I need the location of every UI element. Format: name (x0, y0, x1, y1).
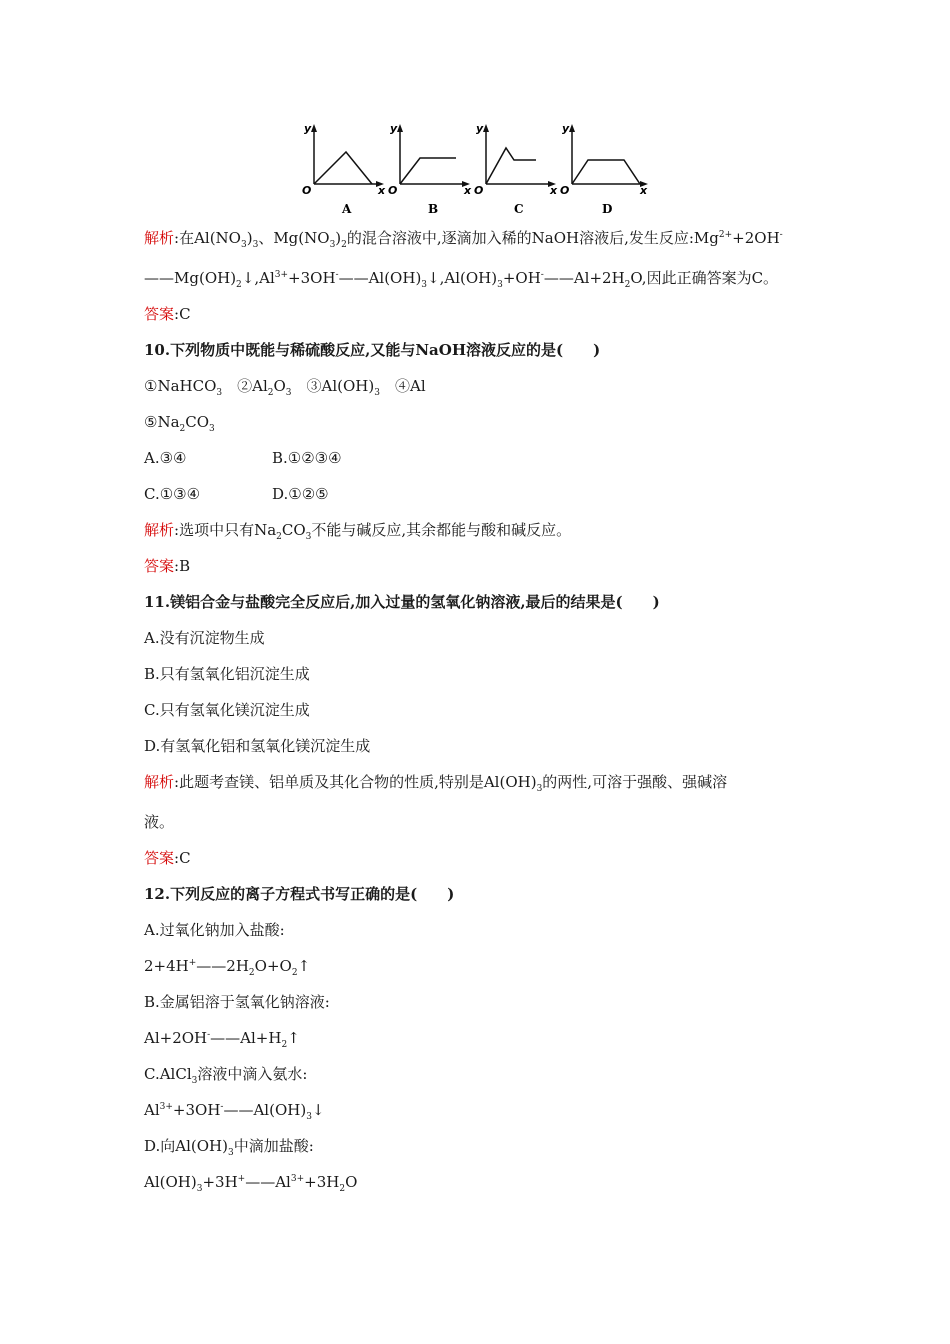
graph-d-x-label: x (640, 184, 648, 197)
q9-answer: 答案:C (144, 305, 191, 323)
graph-d-origin: O (560, 184, 570, 197)
q10-answer: 答案:B (144, 557, 191, 575)
q12-equation-a: $2+4H^+——2H_2O+O_2↑$ (144, 957, 311, 978)
q12-equation-d: $Al(OH)_3+3H^+——Al^{3+}+3H_2O$ (144, 1173, 358, 1194)
q11-option-a: A.没有沉淀物生成 (144, 629, 265, 647)
graph-a-y-label: y (304, 122, 312, 135)
graph-d-y-label: y (562, 122, 570, 135)
q9-analysis-line1: 解析:在$Al(NO_3)_3$、$Mg(NO_3)_2$的混合溶液中,逐滴加入稀的NaOH溶液后,发生反应$:Mg^{2+}+2OH^-$ (144, 229, 783, 250)
graph-c-caption: C (514, 202, 524, 216)
q10-options-row1 (144, 448, 830, 468)
q11-analysis-line1: 解析:此题考查镁、铝单质及其化合物的性质,特别是$Al(OH)_3$的两性,可溶于强酸、强碱溶 (144, 773, 728, 794)
q9-analysis-label: 解析 (144, 229, 175, 247)
q10-analysis-label: 解析 (144, 521, 175, 539)
q12-option-a: A.过氧化钠加入盐酸: (144, 921, 285, 939)
graph-a (302, 122, 386, 216)
q11-stem: 11.镁铝合金与盐酸完全反应后,加入过量的氢氧化钠溶液,最后的结果是( ) (144, 593, 660, 611)
graph-b-y-label: y (390, 122, 398, 135)
q12-option-c: C.AlCl$_3$溶液中滴入氨水: (144, 1065, 308, 1086)
graph-a-origin: O (302, 184, 312, 197)
q11-analysis-label: 解析 (144, 773, 175, 791)
q10-items-line1: ①NaHCO$_3$ $②Al_2O_3$ $③Al(OH)_3$ ④Al (144, 377, 426, 398)
graph-a-caption: A (342, 202, 352, 216)
q9-analysis-line2: $——Mg(OH)_2↓,Al^{3+}+3OH^-——Al(OH)_3↓,Al(OH)_3+OH^-——Al+2H_2O$,因此正确答案为C。 (144, 269, 779, 290)
graph-d-curve (572, 160, 640, 184)
q11-analysis-line2: 液。 (144, 813, 175, 831)
graph-options-figure (300, 118, 660, 218)
q10-option-d: D.①②⑤ (272, 485, 329, 503)
q12-equation-b: $Al+2OH^-——Al+H_2↑$ (144, 1029, 300, 1050)
graph-b-x-label: x (464, 184, 472, 197)
graph-c-curve (486, 148, 536, 184)
q12-equation-c: $Al^{3+}+3OH^-——Al(OH)_3↓$ (144, 1101, 325, 1122)
graph-c (474, 122, 558, 216)
q10-answer-label: 答案 (144, 557, 175, 575)
q10-analysis: 解析:选项中只有$Na_2CO_3$不能与碱反应,其余都能与酸和碱反应。 (144, 521, 572, 542)
q9-answer-label: 答案 (144, 305, 175, 323)
q10-options-row2 (144, 484, 830, 504)
graph-d-caption: D (602, 202, 613, 216)
q11-answer: 答案:C (144, 849, 191, 867)
graph-a-x-label: x (378, 184, 386, 197)
q11-option-d: D.有氢氧化铝和氢氧化镁沉淀生成 (144, 737, 371, 755)
q11-answer-label: 答案 (144, 849, 175, 867)
q12-option-d: D.向$Al(OH)_3$中滴加盐酸: (144, 1137, 314, 1158)
graph-c-y-label: y (476, 122, 484, 135)
q11-option-b: B.只有氢氧化铝沉淀生成 (144, 665, 310, 683)
graph-b-caption: B (428, 202, 439, 216)
graph-a-curve (314, 152, 372, 184)
graph-c-origin: O (474, 184, 484, 197)
graph-b (388, 122, 472, 216)
q10-stem: 10.下列物质中既能与稀硫酸反应,又能与NaOH溶液反应的是( ) (144, 341, 601, 359)
graph-c-x-label: x (550, 184, 558, 197)
graph-b-origin: O (388, 184, 398, 197)
q10-option-b: B.①②③④ (272, 449, 342, 467)
q10-option-c: C.①③④ (144, 485, 201, 503)
q12-option-b: B.金属铝溶于氢氧化钠溶液: (144, 993, 330, 1011)
graph-d (560, 122, 648, 216)
q11-option-c: C.只有氢氧化镁沉淀生成 (144, 701, 310, 719)
q10-items-line2: $⑤Na_2CO_3$ (144, 413, 215, 434)
graph-b-curve (400, 158, 456, 184)
q10-option-a: A.③④ (144, 449, 187, 467)
q12-stem: 12.下列反应的离子方程式书写正确的是( ) (144, 885, 455, 903)
